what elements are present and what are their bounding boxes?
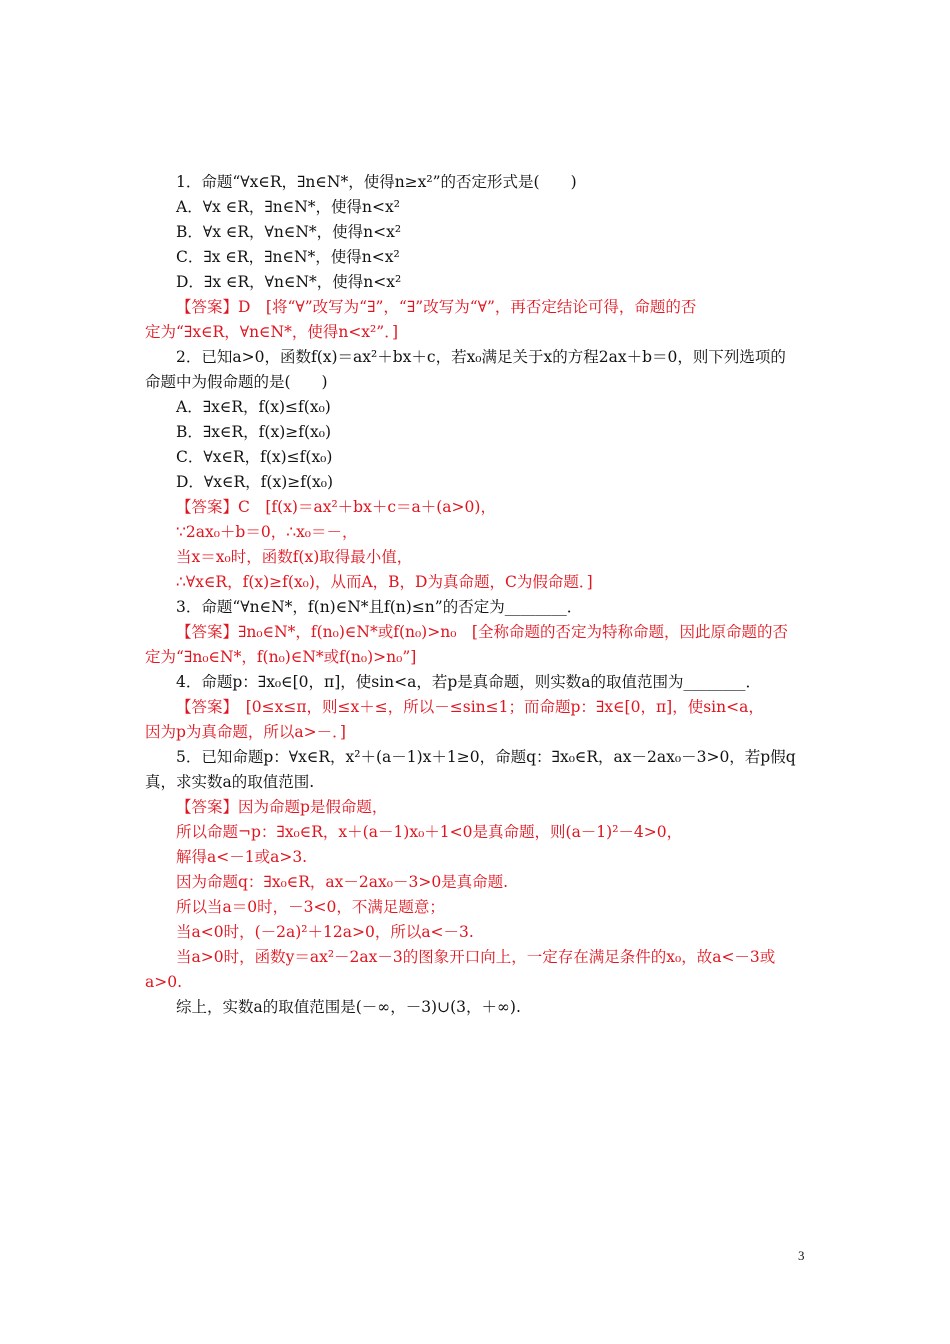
q2-answer-line-3: 当x＝x₀时，函数f(x)取得最小值， [176,548,413,566]
q2-stem-line-2: 命题中为假命题的是( ) [145,373,328,391]
q4-answer-line-1: 【答案】 [0≤x≤π，则≤x＋≤，所以－≤sin≤1；而命题p：∃x∈[0，π]，使sin<a， [176,698,764,716]
page-number: 3 [798,1248,805,1263]
q5-answer-line-4: 因为命题q：∃x₀∈R，ax－2ax₀－3>0是真命题. [176,873,509,891]
q2-option-c: C．∀x∈R，f(x)≤f(x₀) [176,448,333,466]
q5-answer-line-2: 所以命题¬p：∃x₀∈R，x＋(a－1)x₀＋1<0是真命题，则(a－1)²－4>0， [176,823,683,841]
q4-answer-line-2: 因为p为真命题，所以a>－．] [145,723,346,741]
q1-stem: 1．命题“∀x∈R，∃n∈N*，使得n≥x²”的否定形式是( ) [176,173,577,191]
q2-option-d: D．∀x∈R，f(x)≥f(x₀) [176,473,334,491]
q5-answer-line-7: 当a>0时，函数y＝ax²－2ax－3的图象开口向上，一定存在满足条件的x₀，故a<－3或 [176,948,776,966]
q3-answer-line-1: 【答案】∃n₀∈N*，f(n₀)∈N*或f(n₀)>n₀ [全称命题的否定为特称命题，因此原命题的否 [176,623,788,641]
q2-option-b: B．∃x∈R，f(x)≥f(x₀) [176,423,332,441]
q5-conclusion: 综上，实数a的取值范围是(－∞，－3)∪(3，＋∞). [176,998,521,1016]
q5-stem-line-1: 5．已知命题p：∀x∈R，x²＋(a－1)x＋1≥0，命题q：∃x₀∈R，ax－2ax₀－3>0，若p假q [176,748,796,766]
q2-stem-line-1: 2．已知a>0，函数f(x)＝ax²＋bx＋c，若x₀满足关于x的方程2ax＋b＝0，则下列选项的 [176,348,786,366]
q5-answer-line-5: 所以当a＝0时，－3<0，不满足题意； [176,898,445,916]
q1-option-d: D．∃x ∈R，∀n∈N*，使得n<x² [176,273,402,291]
q1-option-b: B．∀x ∈R，∀n∈N*，使得n<x² [176,223,402,241]
q1-option-c: C．∃x ∈R，∃n∈N*，使得n<x² [176,248,400,266]
q1-answer-line-2: 定为“∃x∈R，∀n∈N*，使得n<x²”．] [145,323,398,341]
q4-stem: 4．命题p：∃x₀∈[0，π]，使sin<a，若p是真命题，则实数a的取值范围为________． [176,673,762,691]
q5-answer-line-3: 解得a<－1或a>3. [176,848,308,866]
q1-answer-line-1: 【答案】D [将“∀”改写为“∃”，“∃”改写为“∀”，再否定结论可得，命题的否 [176,298,697,316]
q5-answer-line-1: 【答案】因为命题p是假命题， [176,798,388,816]
q5-answer-line-6: 当a<0时，(－2a)²＋12a>0，所以a<－3. [176,923,474,941]
q2-answer-line-1: 【答案】C [f(x)＝ax²＋bx＋c＝a＋(a>0)， [176,498,496,516]
q2-option-a: A．∃x∈R，f(x)≤f(x₀) [176,398,331,416]
q5-answer-line-8: a>0. [145,973,183,991]
q3-answer-line-2: 定为“∃n₀∈N*，f(n₀)∈N*或f(n₀)>n₀”] [145,648,417,666]
q5-stem-line-2: 真，求实数a的取值范围. [145,773,315,791]
q2-answer-line-2: ∵2ax₀＋b＝0，∴x₀＝－， [176,523,358,541]
q2-answer-line-4: ∴∀x∈R，f(x)≥f(x₀)，从而A，B，D为真命题，C为假命题．] [176,573,593,591]
q3-stem: 3．命题“∀n∈N*，f(n)∈N*且f(n)≤n”的否定为________． [176,598,583,616]
q1-option-a: A．∀x ∈R，∃n∈N*，使得n<x² [176,198,400,216]
